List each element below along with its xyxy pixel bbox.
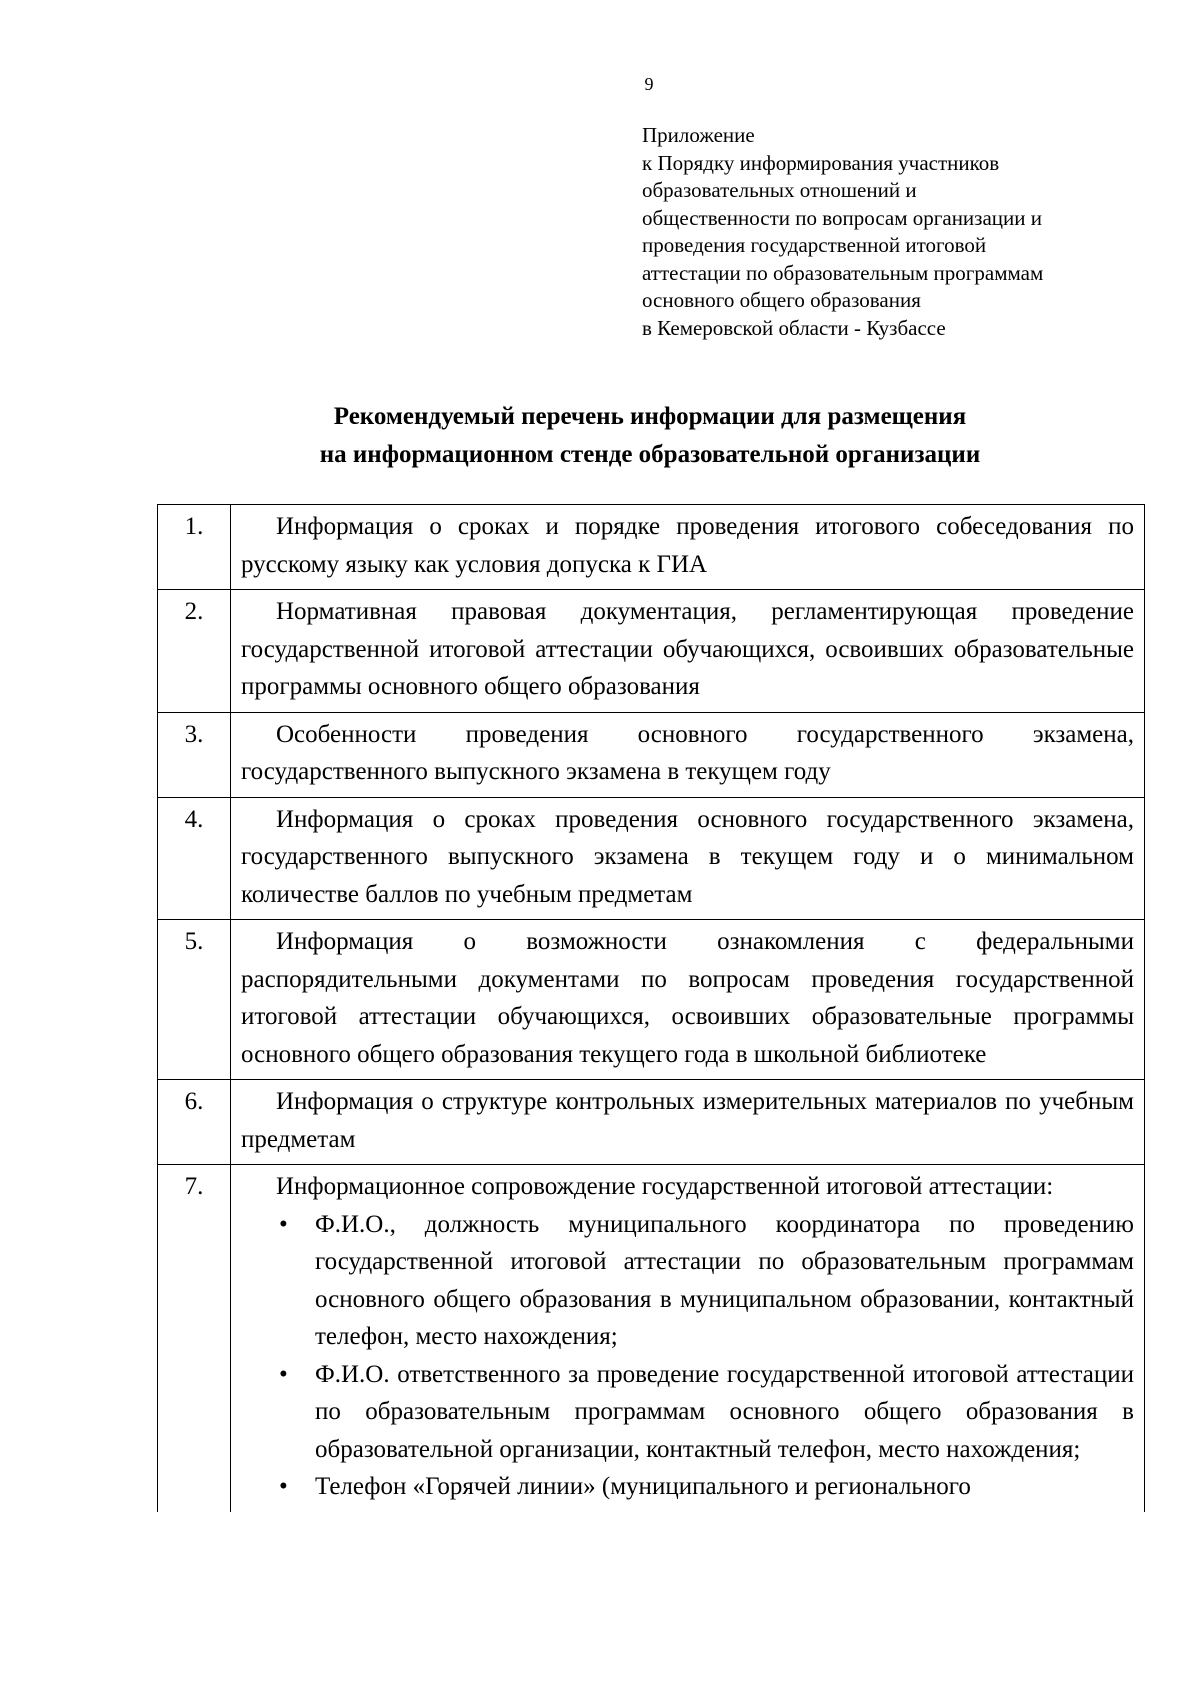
row-text-cell <box>231 1080 1145 1165</box>
row-text: Информация о возможности ознакомления с федеральными распорядительными документами по вопросам проведения государственной итоговой аттестации обучающихся, освоивших образовательные программы основного общего образования текущего года в школьной библиотеке <box>241 928 1134 1068</box>
row-number: 5. <box>158 920 231 1080</box>
bullet-list <box>241 1206 1134 1506</box>
row-text-cell <box>231 712 1145 797</box>
row-number: 3. <box>158 712 231 797</box>
appendix-line: проведения государственной итоговой <box>642 233 987 257</box>
list-item <box>241 1206 1134 1356</box>
list-item <box>241 1356 1134 1469</box>
row-text: Информация о сроках проведения основного государственного экзамена, государственного выпускного экзамена в текущем году и о минимальном количестве баллов по учебным предметам <box>241 805 1134 908</box>
information-list-table <box>157 504 1145 1512</box>
table-row <box>158 505 1145 590</box>
appendix-line: Приложение <box>642 123 755 147</box>
row-text: Информационное сопровождение государственной итоговой аттестации: <box>276 1173 1054 1200</box>
row-number: 4. <box>158 797 231 920</box>
row-text: Информация о структуре контрольных измерительных материалов по учебным предметам <box>241 1088 1134 1153</box>
page-number: 9 <box>644 74 654 94</box>
bullet-icon: • <box>279 1360 288 1388</box>
list-item-text: Телефон «Горячей линии» (муниципального и регионального <box>315 1473 971 1500</box>
document-title-line: на информационном стенде образовательной организации <box>319 441 981 468</box>
row-number: 6. <box>158 1080 231 1165</box>
row-text: Нормативная правовая документация, регламентирующая проведение государственной итоговой аттестации обучающихся, освоивших образовательные программы основного общего образования <box>241 598 1134 700</box>
appendix-line: общественности по вопросам организации и <box>642 205 1042 230</box>
table-row <box>158 797 1145 920</box>
row-text-cell <box>231 797 1145 920</box>
list-item <box>241 1468 1134 1506</box>
appendix-line: в Кемеровской области - Кузбассе <box>642 315 946 340</box>
appendix-line: образовательных отношений и <box>642 178 917 202</box>
table-row <box>158 712 1145 797</box>
appendix-header <box>642 122 1172 342</box>
appendix-line: основного общего образования <box>642 288 921 312</box>
table-row <box>158 920 1145 1080</box>
bullet-icon: • <box>279 1210 288 1238</box>
row-text-cell <box>231 1165 1145 1512</box>
table-row <box>158 590 1145 713</box>
row-text: Информация о сроках и порядке проведения итогового собеседования по русскому языку как условия допуска к ГИА <box>241 513 1134 578</box>
table-row <box>158 1165 1145 1512</box>
row-number: 2. <box>158 590 231 713</box>
table-row <box>158 1080 1145 1165</box>
row-text-cell <box>231 920 1145 1080</box>
row-number: 1. <box>158 505 231 590</box>
row-number: 7. <box>158 1165 231 1512</box>
bullet-icon: • <box>279 1473 288 1500</box>
appendix-line: к Порядку информирования участников <box>642 150 1000 175</box>
row-text-cell <box>231 590 1145 713</box>
row-text-cell <box>231 505 1145 590</box>
document-title-line: Рекомендуемый перечень информации для размещения <box>333 403 967 430</box>
document-title <box>155 398 1145 474</box>
appendix-line: аттестации по образовательным программам <box>642 260 1044 285</box>
list-item-text: Ф.И.О., должность муниципального координатора по проведению государственной итоговой аттестации по образовательным программам основного общего образования в муниципальном образовании, контактный телефон, место нахождения; <box>315 1210 1134 1350</box>
list-item-text: Ф.И.О. ответственного за проведение государственной итоговой аттестации по образовательным программам основного общего образования в образовательной организации, контактный телефон, место нахождения; <box>315 1360 1134 1463</box>
row-text: Особенности проведения основного государственного экзамена, государственного выпускного экзамена в текущем году <box>241 720 1134 785</box>
